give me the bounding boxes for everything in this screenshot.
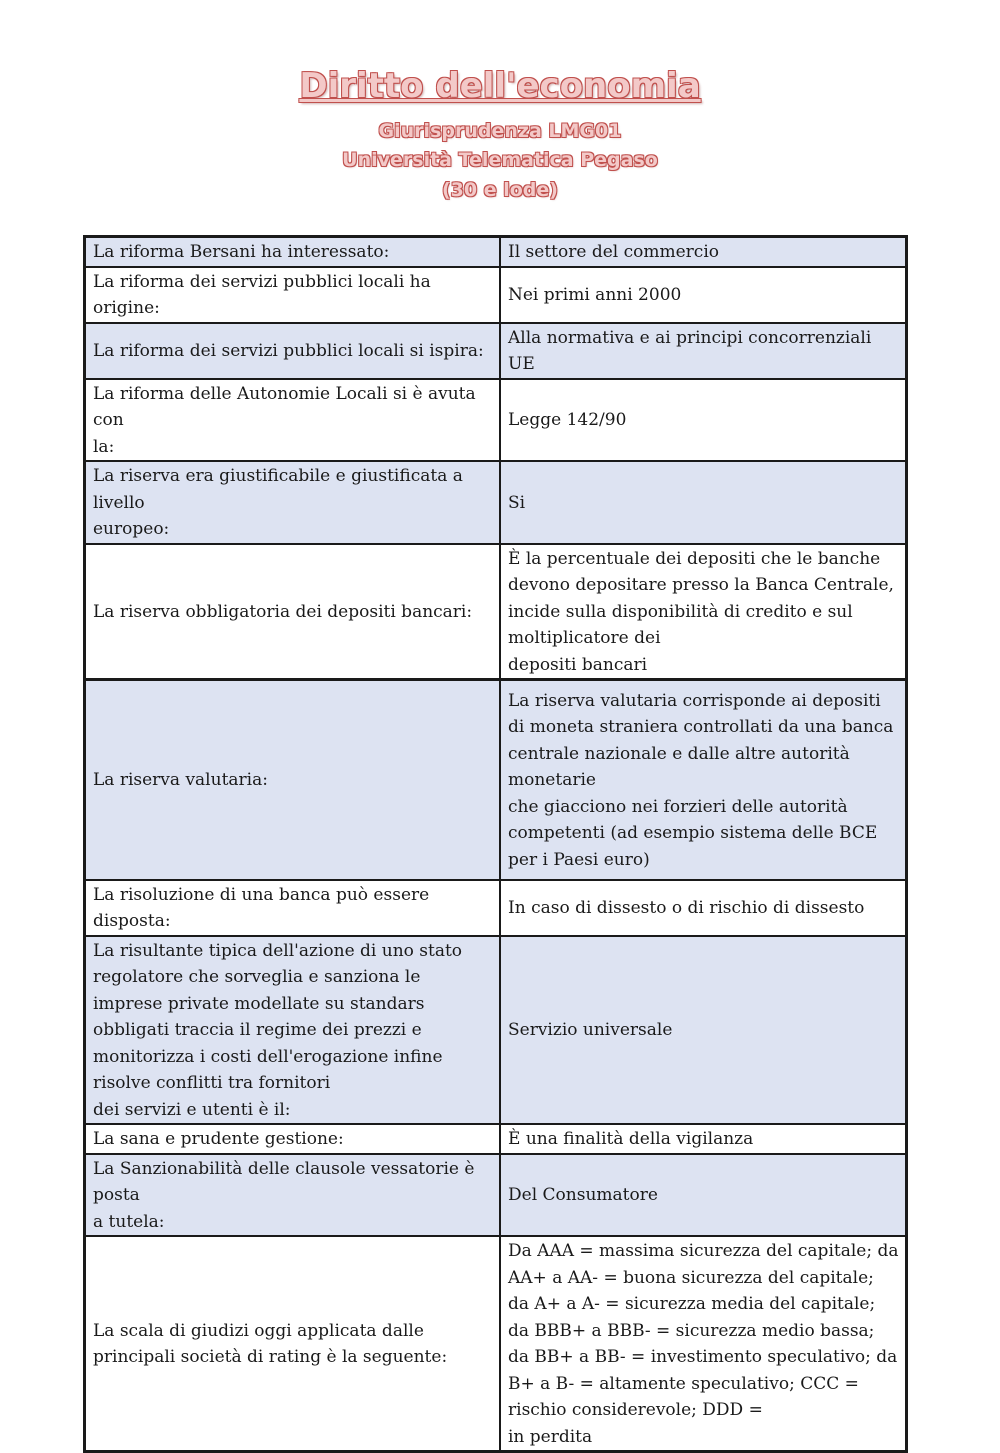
- table-row: [85, 461, 907, 544]
- table-row: [85, 237, 907, 267]
- question-cell: La riforma delle Autonomie Locali si è avuta con la:: [85, 379, 501, 462]
- answer-cell: Alla normativa e ai principi concorrenziali UE: [500, 323, 907, 379]
- qa-table: [83, 235, 908, 1453]
- document-title: Diritto dell'economia: [299, 66, 701, 106]
- answer-cell: È la percentuale dei depositi che le banche devono depositare presso la Banca Centrale, incide sulla disponibilità di credito e sul moltiplicatore dei depositi bancari: [500, 544, 907, 680]
- table-row: [85, 880, 907, 936]
- question-cell: La riforma dei servizi pubblici locali ha origine:: [85, 267, 501, 323]
- table-row: [85, 936, 907, 1125]
- table-row: [85, 1236, 907, 1452]
- answer-cell: In caso di dissesto o di rischio di dissesto: [500, 880, 907, 936]
- question-cell: La risultante tipica dell'azione di uno stato regolatore che sorveglia e sanziona le imprese private modellate su standars obbligati traccia il regime dei prezzi e monitorizza i costi dell'erogazione infine risolve conflitti tra fornitori dei servizi e utenti è il:: [85, 936, 501, 1125]
- course-subtitle: Giurisprudenza LMG01: [378, 120, 622, 142]
- answer-cell: Da AAA = massima sicurezza del capitale; da AA+ a AA- = buona sicurezza del capitale; da A+ a A- = sicurezza media del capitale; da BBB+ a BBB- = sicurezza medio bassa; da BB+ a BB- = investimento speculativo; da B+ a B- = altamente speculativo; CCC = rischio considerevole; DDD = in perdita: [500, 1236, 907, 1452]
- answer-cell: Si: [500, 461, 907, 544]
- university-subtitle: Università Telematica Pegaso: [342, 149, 658, 171]
- question-cell: La riforma Bersani ha interessato:: [85, 237, 501, 267]
- grade-subtitle: (30 e lode): [442, 179, 558, 201]
- answer-cell: Servizio universale: [500, 936, 907, 1125]
- question-cell: La riserva era giustificabile e giustificata a livello europeo:: [85, 461, 501, 544]
- question-cell: La riserva valutaria:: [85, 680, 501, 880]
- table-row: [85, 323, 907, 379]
- question-cell: La risoluzione di una banca può essere disposta:: [85, 880, 501, 936]
- question-cell: La scala di giudizi oggi applicata dalle principali società di rating è la seguente:: [85, 1236, 501, 1452]
- answer-cell: Legge 142/90: [500, 379, 907, 462]
- table-row: [85, 1124, 907, 1154]
- table-row: [85, 379, 907, 462]
- question-cell: La riserva obbligatoria dei depositi bancari:: [85, 544, 501, 680]
- answer-cell: La riserva valutaria corrisponde ai depositi di moneta straniera controllati da una banca centrale nazionale e dalle altre autorità monetarie che giacciono nei forzieri delle autorità competenti (ad esempio sistema delle BCE per i Paesi euro): [500, 680, 907, 880]
- answer-cell: Il settore del commercio: [500, 237, 907, 267]
- table-row: [85, 544, 907, 680]
- table-row: [85, 1154, 907, 1237]
- answer-cell: Del Consumatore: [500, 1154, 907, 1237]
- question-cell: La riforma dei servizi pubblici locali si ispira:: [85, 323, 501, 379]
- table-row: [85, 267, 907, 323]
- question-cell: La Sanzionabilità delle clausole vessatorie è posta a tutela:: [85, 1154, 501, 1237]
- answer-cell: Nei primi anni 2000: [500, 267, 907, 323]
- table-row: [85, 680, 907, 880]
- answer-cell: È una finalità della vigilanza: [500, 1124, 907, 1154]
- question-cell: La sana e prudente gestione:: [85, 1124, 501, 1154]
